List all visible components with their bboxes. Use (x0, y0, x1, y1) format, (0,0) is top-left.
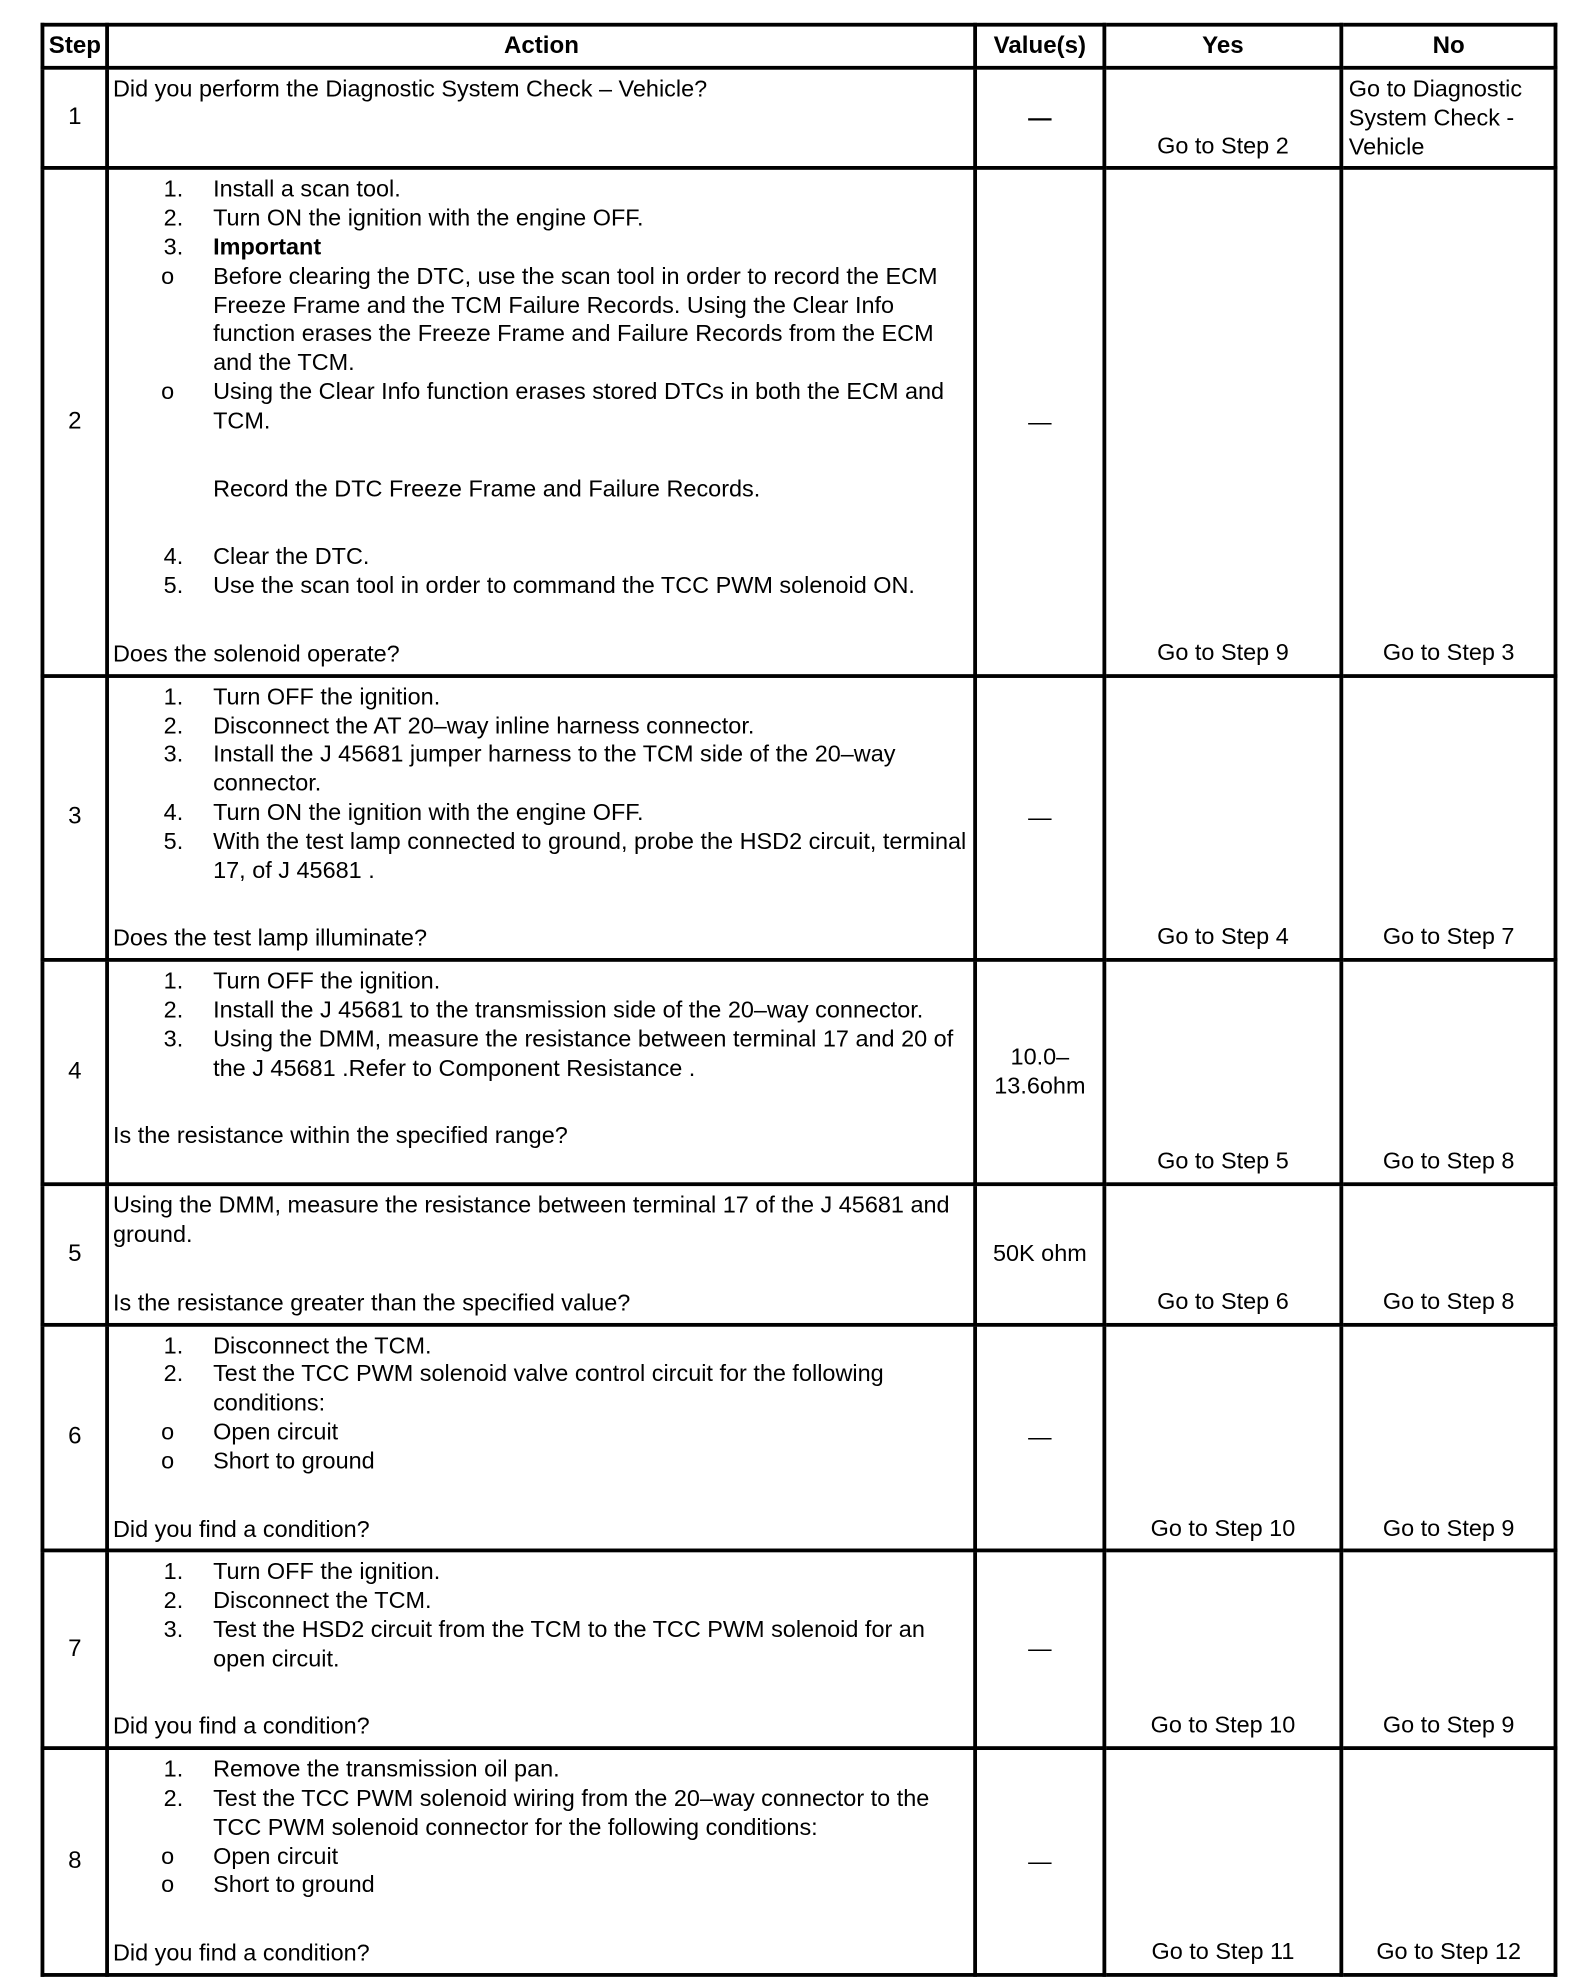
header-row (42, 25, 1555, 68)
no-cell (1342, 68, 1556, 169)
yes-cell (1104, 168, 1342, 675)
yes-link[interactable]: Go to Step 2 (1157, 131, 1289, 158)
value-cell (976, 1748, 1104, 1975)
yes-cell (1104, 1324, 1342, 1551)
action-step: 1. Disconnect the TCM. (163, 1331, 432, 1358)
no-cell (1342, 1184, 1556, 1324)
no-cell (1342, 676, 1556, 960)
value-cell (976, 960, 1104, 1184)
yes-cell (1104, 1184, 1342, 1324)
value-cell (976, 1324, 1104, 1551)
action-step: 2. Test the TCC PWM solenoid valve control circuit for the following conditions: o Open circuit o Short to ground (113, 1360, 969, 1476)
no-link[interactable]: Go to Step 12 (1376, 1937, 1521, 1965)
action-steps (113, 1331, 969, 1475)
action-cell (107, 960, 975, 1184)
value-dash: — (1028, 407, 1052, 435)
action-step: 5. With the test lamp connected to ground, probe the HSD2 circuit, terminal 17, of J 45681 . (163, 827, 967, 883)
yes-cell (1104, 676, 1342, 960)
bullet-item: o Open circuit (161, 1842, 339, 1869)
header-values: Value(s) (976, 25, 1104, 68)
action-step: 1. Turn OFF the ignition. (163, 1557, 441, 1585)
action-cell (107, 1748, 975, 1975)
yes-link[interactable]: Go to Step 6 (1157, 1287, 1289, 1314)
value-dash: — (1028, 103, 1052, 131)
action-question: Does the solenoid operate? (112, 639, 400, 667)
action-step: 3. Test the HSD2 circuit from the TCM to the TCC PWM solenoid for an open circuit. (163, 1615, 925, 1672)
yes-cell (1104, 1551, 1342, 1749)
step-number: 3 (42, 676, 107, 960)
yes-link[interactable]: Go to Step 9 (1157, 638, 1289, 666)
action-step: 5. Use the scan tool in order to command the TCC PWM solenoid ON. (163, 571, 915, 599)
action-cell (107, 1324, 975, 1551)
value-cell (976, 1551, 1104, 1749)
action-step: 4. Turn ON the ignition with the engine OFF. (163, 798, 644, 825)
value-text: 50K ohm (992, 1239, 1087, 1267)
action-question: Does the test lamp illuminate? (112, 924, 428, 951)
table-row (42, 676, 1555, 960)
action-cell (107, 168, 975, 675)
condition-list (113, 1842, 969, 1900)
value-cell (976, 168, 1104, 675)
no-link[interactable]: Go to Step 3 (1382, 638, 1515, 666)
action-question: Did you find a condition? (112, 1712, 370, 1740)
table-row (42, 960, 1555, 1184)
no-link[interactable]: Go to Step 7 (1382, 922, 1515, 950)
action-step: 1. Turn OFF the ignition. (163, 682, 441, 710)
action-step: 3. Important o Before clearing the DTC, use the scan tool in order to record the ECM Freeze Frame and the TCM Failure Records. Using the Clear Info function erases the Freeze Frame and Failure Records from the ECM and the TCM. o Using the Clear Info function erases stored DTCs in both the ECM and TCM. (113, 233, 969, 435)
action-steps (113, 175, 969, 435)
action-question: Did you find a condition? (112, 1514, 370, 1542)
yes-link[interactable]: Go to Step 10 (1150, 1711, 1296, 1738)
action-cell (107, 68, 975, 169)
value-range-min: 10.0– (1010, 1043, 1070, 1070)
action-steps (113, 543, 969, 601)
no-link[interactable]: Go to Step 8 (1382, 1287, 1515, 1314)
action-text: Using the DMM, measure the resistance between terminal 17 of the J 45681 and ground. (112, 1191, 950, 1247)
action-question: Is the resistance within the specified range? (112, 1121, 568, 1149)
important-label: Important (213, 233, 322, 260)
yes-cell (1104, 68, 1342, 169)
no-cell (1342, 1324, 1556, 1551)
action-cell (107, 1184, 975, 1324)
step-number: 2 (42, 168, 107, 675)
no-cell (1342, 1551, 1556, 1749)
action-step: 2. Install the J 45681 to the transmission side of the 20–way connector. (163, 995, 924, 1023)
yes-link[interactable]: Go to Step 5 (1157, 1147, 1289, 1174)
bullet-item: o Using the Clear Info function erases stored DTCs in both the ECM and TCM. (161, 377, 945, 434)
action-step: 2. Test the TCC PWM solenoid wiring from the 20–way connector to the TCC PWM solenoid connector for the following conditions: o Open circuit o Short to ground (113, 1784, 969, 1900)
value-cell (976, 676, 1104, 960)
action-steps (113, 683, 969, 885)
action-step: 2. Disconnect the TCM. (163, 1586, 432, 1614)
action-step: 2. Turn ON the ignition with the engine OFF. (163, 204, 644, 231)
value-dash: — (1028, 1635, 1052, 1662)
table-row (42, 1324, 1555, 1551)
yes-cell (1104, 960, 1342, 1184)
table-row (42, 68, 1555, 169)
value-range-max: 13.6ohm (994, 1072, 1086, 1099)
step-number: 8 (42, 1748, 107, 1975)
action-step: 3. Using the DMM, measure the resistance between terminal 17 and 20 of the J 45681 .Refer to Component Resistance . (163, 1024, 954, 1081)
important-notes (113, 262, 969, 435)
bullet-item: o Before clearing the DTC, use the scan tool in order to record the ECM Freeze Frame and the TCM Failure Records. Using the Clear Info function erases the Freeze Frame and Failure Records from the ECM and the TCM. (161, 262, 938, 376)
diagnostic-table (41, 23, 1558, 1977)
step-number: 1 (42, 68, 107, 169)
header-action: Action (107, 25, 975, 68)
no-cell (1342, 960, 1556, 1184)
header-yes: Yes (1104, 25, 1342, 68)
table-row (42, 1184, 1555, 1324)
action-steps (113, 1558, 969, 1674)
action-step: 2. Disconnect the AT 20–way inline harness connector. (163, 711, 755, 739)
bullet-item: o Open circuit (161, 1417, 339, 1445)
table-row (42, 168, 1555, 675)
action-cell (107, 676, 975, 960)
value-cell (976, 1184, 1104, 1324)
table-row (42, 1748, 1555, 1975)
no-cell (1342, 168, 1556, 675)
action-step: 1. Turn OFF the ignition. (163, 967, 441, 994)
header-no: No (1342, 25, 1556, 68)
no-cell (1342, 1748, 1556, 1975)
action-question: Is the resistance greater than the specified value? (112, 1288, 631, 1315)
table-row (42, 1551, 1555, 1749)
yes-cell (1104, 1748, 1342, 1975)
action-steps (113, 1755, 969, 1899)
yes-link[interactable]: Go to Step 4 (1157, 922, 1289, 950)
condition-list (113, 1418, 969, 1476)
action-question: Did you find a condition? (112, 1939, 370, 1966)
action-step: 3. Install the J 45681 jumper harness to the TCM side of the 20–way connector. (163, 740, 896, 796)
action-step: 4. Clear the DTC. (163, 542, 370, 570)
action-step: 1. Install a scan tool. (163, 175, 401, 202)
bullet-item: o Short to ground (161, 1870, 375, 1898)
no-link[interactable]: Go to Step 8 (1382, 1147, 1515, 1174)
action-cell (107, 1551, 975, 1749)
step-number: 7 (42, 1551, 107, 1749)
header-step: Step (42, 25, 107, 68)
action-step: 1. Remove the transmission oil pan. (163, 1755, 560, 1783)
step-number: 4 (42, 960, 107, 1184)
action-note: Record the DTC Freeze Frame and Failure Records. (213, 474, 761, 502)
value-dash: — (1028, 1423, 1052, 1450)
yes-link[interactable]: Go to Step 10 (1150, 1513, 1296, 1541)
yes-link[interactable]: Go to Step 11 (1151, 1937, 1295, 1965)
value-cell (976, 68, 1104, 169)
value-dash: — (1028, 1847, 1052, 1874)
value-dash: — (1028, 803, 1052, 831)
no-link[interactable]: Go to Step 9 (1382, 1513, 1515, 1541)
action-question: Did you perform the Diagnostic System Check – Vehicle? (112, 74, 708, 102)
no-link[interactable]: Go to Diagnostic System Check - Vehicle (1348, 74, 1523, 160)
step-number: 6 (42, 1324, 107, 1551)
action-steps (113, 967, 969, 1083)
bullet-item: o Short to ground (161, 1446, 375, 1474)
no-link[interactable]: Go to Step 9 (1382, 1711, 1515, 1738)
step-number: 5 (42, 1184, 107, 1324)
